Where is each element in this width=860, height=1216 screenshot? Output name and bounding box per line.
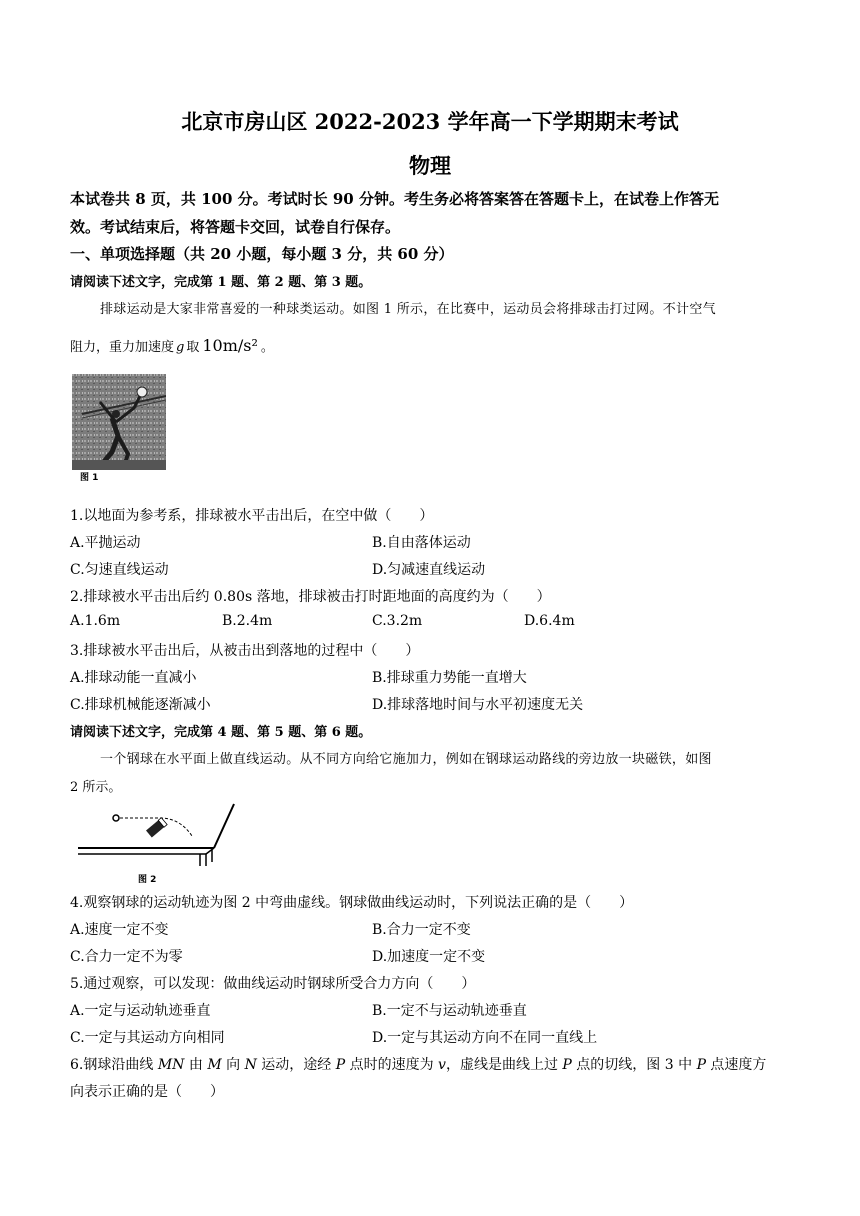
- q6-velocity-v: v: [438, 1057, 446, 1073]
- q3-stem: 3.排球被水平击出后，从被击出到落地的过程中（ ）: [70, 643, 420, 659]
- figure-2-label: 图 2: [138, 875, 157, 884]
- q2-option-c: C.3.2m: [372, 613, 423, 629]
- subject-title: 物理: [409, 153, 451, 178]
- q1-option-a: A.平抛运动: [70, 535, 141, 551]
- q6-stem-line2: 向表示正确的是（ ）: [70, 1084, 224, 1100]
- q3-option-c: C.排球机械能逐渐减小: [70, 697, 211, 713]
- passage2-line1: 一个钢球在水平面上做直线运动。从不同方向给它施加力，例如在钢球运动路线的旁边放一块磁铁，如图: [100, 752, 712, 767]
- group2-instruction: 请阅读下述文字，完成第 4 题、第 5 题、第 6 题。: [70, 725, 372, 740]
- q4-option-a: A.速度一定不变: [70, 922, 169, 938]
- q6-point-p: P: [335, 1057, 346, 1073]
- q6-text: 6.钢球沿曲线: [70, 1057, 158, 1073]
- q6-stem-line1: [70, 1054, 795, 1074]
- q2-option-b: B.2.4m: [222, 613, 273, 629]
- intro-line-2: 效。考试结束后，将答题卡交回，试卷自行保存。: [70, 218, 401, 236]
- q1-stem: 1.以地面为参考系，排球被水平击出后，在空中做（ ）: [70, 508, 434, 524]
- q6-text: 点时的速度为: [345, 1057, 439, 1073]
- passage1-line2: [70, 336, 795, 355]
- q3-option-b: B.排球重力势能一直增大: [372, 670, 527, 686]
- q5-option-d: D.一定与其运动方向不在同一直线上: [372, 1030, 598, 1046]
- passage1-text-a: 阻力，重力加速度: [70, 340, 175, 355]
- passage1-g-symbol: g: [176, 340, 185, 355]
- passage1-acceleration: 10m/s²: [202, 336, 258, 355]
- section-heading: 一、单项选择题（共 20 小题，每小题 3 分，共 60 分）: [70, 245, 454, 263]
- q5-option-a: A.一定与运动轨迹垂直: [70, 1003, 211, 1019]
- group1-instruction: 请阅读下述文字，完成第 1 题、第 2 题、第 3 题。: [70, 275, 372, 290]
- passage2-line2: 2 所示。: [70, 780, 122, 795]
- q1-option-c: C.匀速直线运动: [70, 562, 169, 578]
- q4-option-c: C.合力一定不为零: [70, 949, 183, 965]
- q6-text: 向: [221, 1057, 245, 1073]
- q6-point-p: P: [562, 1057, 572, 1073]
- q1-option-d: D.匀减速直线运动: [372, 562, 486, 578]
- q6-point-m: M: [207, 1057, 222, 1073]
- q6-text: ，虚线是曲线上过: [445, 1057, 563, 1073]
- q5-option-b: B.一定不与运动轨迹垂直: [372, 1003, 527, 1019]
- passage1-text-b: 取: [186, 340, 200, 355]
- q6-text: 由: [184, 1057, 208, 1073]
- figure-2-table-magnet: [76, 800, 238, 884]
- exam-title: 北京市房山区 2022-2023 学年高一下学期期末考试: [181, 109, 679, 134]
- q2-stem: 2.排球被水平击出后约 0.80s 落地，排球被击打时距地面的高度约为（ ）: [70, 589, 551, 605]
- q2-option-d: D.6.4m: [524, 613, 575, 629]
- q6-point-n: N: [244, 1057, 257, 1073]
- q4-option-d: D.加速度一定不变: [372, 949, 486, 965]
- q1-option-b: B.自由落体运动: [372, 535, 471, 551]
- q6-point-p: P: [696, 1057, 706, 1073]
- q5-option-c: C.一定与其运动方向相同: [70, 1030, 225, 1046]
- q2-option-a: A.1.6m: [70, 613, 121, 629]
- q6-curve-mn: MN: [157, 1057, 185, 1073]
- q3-option-d: D.排球落地时间与水平初速度无关: [372, 697, 584, 713]
- intro-line-1: 本试卷共 8 页，共 100 分。考试时长 90 分钟。考生务必将答案答在答题卡上，在试卷上作答无: [70, 190, 719, 208]
- q5-stem: 5.通过观察，可以发现：做曲线运动时钢球所受合力方向（ ）: [70, 976, 476, 992]
- figure-1-label: 图 1: [80, 473, 99, 482]
- q4-stem: 4.观察钢球的运动轨迹为图 2 中弯曲虚线。钢球做曲线运动时，下列说法正确的是（ ）: [70, 895, 634, 911]
- q6-text: 运动，途经: [256, 1057, 336, 1073]
- q6-text: 点速度方: [705, 1057, 767, 1073]
- q3-option-a: A.排球动能一直减小: [70, 670, 197, 686]
- passage1-text-d: 。: [260, 340, 274, 355]
- figure-1-volleyball: [72, 374, 166, 482]
- q4-option-b: B.合力一定不变: [372, 922, 471, 938]
- passage1-line1: 排球运动是大家非常喜爱的一种球类运动。如图 1 所示，在比赛中，运动员会将排球击打过网。不计空气: [100, 302, 716, 317]
- q6-text: 点的切线，图 3 中: [571, 1057, 697, 1073]
